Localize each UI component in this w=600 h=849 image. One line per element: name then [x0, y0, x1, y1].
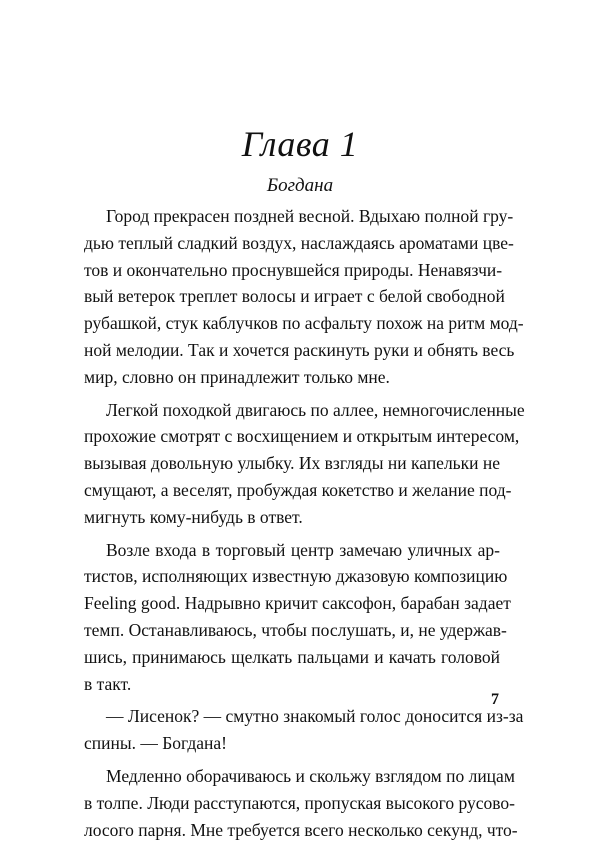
text-line: Город прекрасен поздней весной. Вдыхаю полной гру- — [106, 206, 514, 226]
page-number: 7 — [491, 691, 499, 708]
text-line: тистов, исполняющих известную джазовую композицию — [84, 566, 508, 587]
text-line: Feeling good. Надрывно кричит саксофон, барабан задает — [84, 593, 511, 614]
text-line: вызывая довольную улыбку. Их взгляды ни капельки не — [84, 453, 501, 474]
chapter-title: Глава 1 — [241, 124, 359, 164]
text-line: темп. Останавливаюсь, чтобы послушать, и, не удержав- — [84, 619, 507, 640]
text-line: смущают, а веселят, пробуждая кокетство и желание под- — [84, 479, 512, 500]
text-line: рубашкой, стук каблучков по асфальту похож на ритм мод- — [84, 313, 524, 334]
body-text — [84, 203, 525, 849]
text-line: ной мелодии. Так и хочется раскинуть руки и обнять весь — [84, 339, 515, 360]
paragraph — [84, 763, 518, 843]
text-line: вый ветерок треплет волосы и играет с белой свободной — [84, 286, 505, 307]
paragraph — [84, 703, 524, 757]
text-line: тов и окончательно проснувшейся природы. Ненавязчи- — [84, 259, 503, 280]
text-line: спины. — Богдана! — [84, 733, 227, 754]
text-line: Медленно оборачиваюсь и скольжу взглядом по лицам — [106, 765, 515, 786]
text-line: Возле входа в торговый центр замечаю уличных ар- — [106, 539, 500, 560]
text-line: мигнуть кому-нибудь в ответ. — [84, 506, 303, 527]
text-line: дью теплый сладкий воздух, наслаждаясь ароматами цве- — [84, 232, 514, 253]
text-line: лосого парня. Мне требуется всего несколько секунд, что- — [84, 819, 518, 840]
paragraph — [84, 203, 524, 391]
text-line: прохожие смотрят с восхищением и открытым интересом, — [84, 426, 520, 447]
paragraph — [84, 537, 511, 698]
text-line: в такт. — [84, 673, 132, 694]
text-line: мир, словно он принадлежит только мне. — [84, 366, 390, 387]
text-line: Легкой походкой двигаюсь по аллее, немногочисленные — [106, 399, 525, 420]
text-line: в толпе. Люди расступаются, пропуская высокого русово- — [84, 792, 515, 813]
text-line: шись, принимаюсь щелкать пальцами и качать головой — [84, 646, 500, 667]
chapter-subtitle: Богдана — [266, 175, 334, 196]
paragraph — [84, 397, 525, 531]
text-line: — Лисенок? — смутно знакомый голос доносится из-за — [106, 706, 524, 727]
